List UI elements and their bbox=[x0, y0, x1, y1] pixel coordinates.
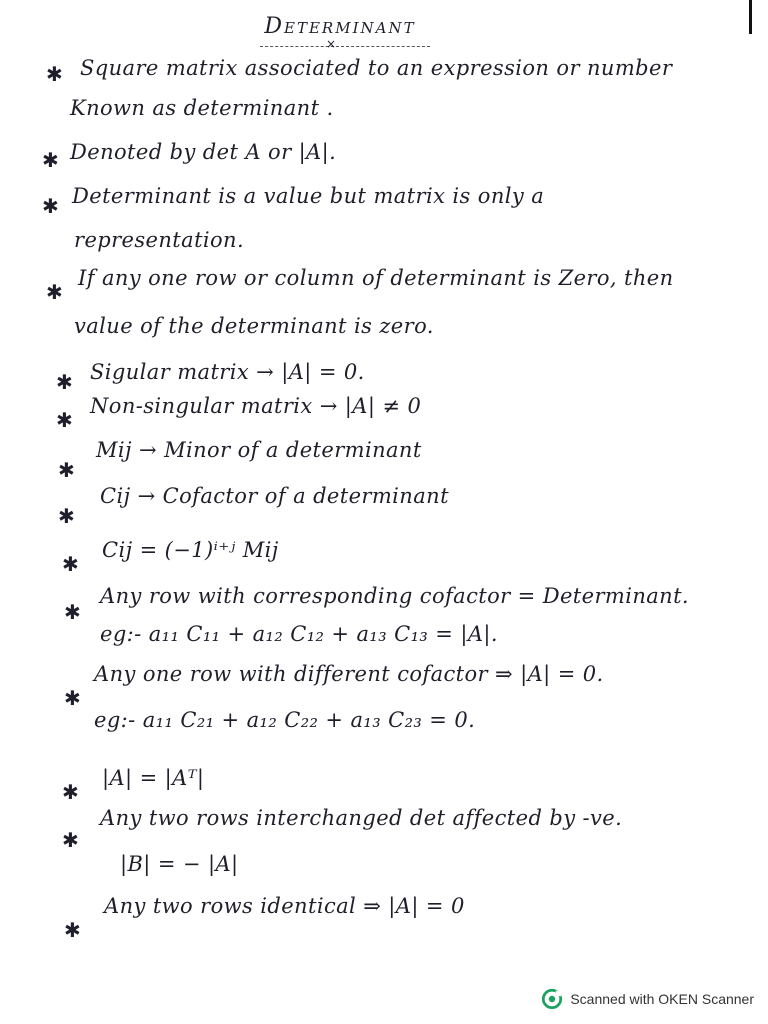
note-line: Known as determinant . bbox=[70, 96, 334, 120]
note-line: Denoted by det A or |A|. bbox=[70, 140, 337, 164]
bullet-star: ✱ bbox=[64, 918, 81, 942]
note-line: Square matrix associated to an expression or number bbox=[80, 56, 673, 80]
bullet-star: ✱ bbox=[58, 458, 75, 482]
title-cross-mark: × bbox=[326, 37, 337, 51]
note-line: Non-singular matrix → |A| ≠ 0 bbox=[90, 394, 422, 418]
bullet-star: ✱ bbox=[42, 194, 59, 218]
bullet-star: ✱ bbox=[58, 504, 75, 528]
note-line: Any two rows identical ⇒ |A| = 0 bbox=[104, 894, 465, 918]
bullet-star: ✱ bbox=[62, 780, 79, 804]
note-line: Determinant is a value but matrix is only a bbox=[72, 184, 545, 208]
note-line: Any one row with different cofactor ⇒ |A| = 0. bbox=[94, 662, 604, 686]
note-line: Any row with corresponding cofactor = Determinant. bbox=[100, 584, 689, 608]
bullet-star: ✱ bbox=[42, 148, 59, 172]
page-edge bbox=[749, 0, 752, 34]
note-line: value of the determinant is zero. bbox=[74, 314, 434, 338]
note-line: Mij → Minor of a determinant bbox=[96, 438, 422, 462]
note-line: |A| = |Aᵀ| bbox=[102, 766, 205, 790]
bullet-star: ✱ bbox=[46, 280, 63, 304]
note-line: Sigular matrix → |A| = 0. bbox=[90, 360, 365, 384]
note-line: eg:- a₁₁ C₁₁ + a₁₂ C₁₂ + a₁₃ C₁₃ = |A|. bbox=[100, 622, 498, 646]
page-title: Determinant bbox=[264, 14, 416, 39]
title-underline bbox=[260, 46, 430, 47]
note-line: If any one row or column of determinant is Zero, then bbox=[78, 266, 674, 290]
note-line: |B| = − |A| bbox=[120, 852, 239, 876]
bullet-star: ✱ bbox=[56, 408, 73, 432]
bullet-star: ✱ bbox=[64, 686, 81, 710]
oken-scanner-logo-icon bbox=[541, 988, 563, 1010]
bullet-star: ✱ bbox=[62, 552, 79, 576]
note-line: Cij = (−1)ⁱ⁺ʲ Mij bbox=[102, 538, 279, 562]
scanner-watermark-text: Scanned with OKEN Scanner bbox=[570, 991, 754, 1007]
bullet-star: ✱ bbox=[62, 828, 79, 852]
bullet-star: ✱ bbox=[46, 62, 63, 86]
note-line: Cij → Cofactor of a determinant bbox=[100, 484, 449, 508]
note-line: eg:- a₁₁ C₂₁ + a₁₂ C₂₂ + a₁₃ C₂₃ = 0. bbox=[94, 708, 476, 732]
scanner-watermark bbox=[541, 988, 754, 1010]
note-line: Any two rows interchanged det affected by -ve. bbox=[100, 806, 623, 830]
bullet-star: ✱ bbox=[56, 370, 73, 394]
bullet-star: ✱ bbox=[64, 600, 81, 624]
note-line: representation. bbox=[74, 228, 245, 252]
